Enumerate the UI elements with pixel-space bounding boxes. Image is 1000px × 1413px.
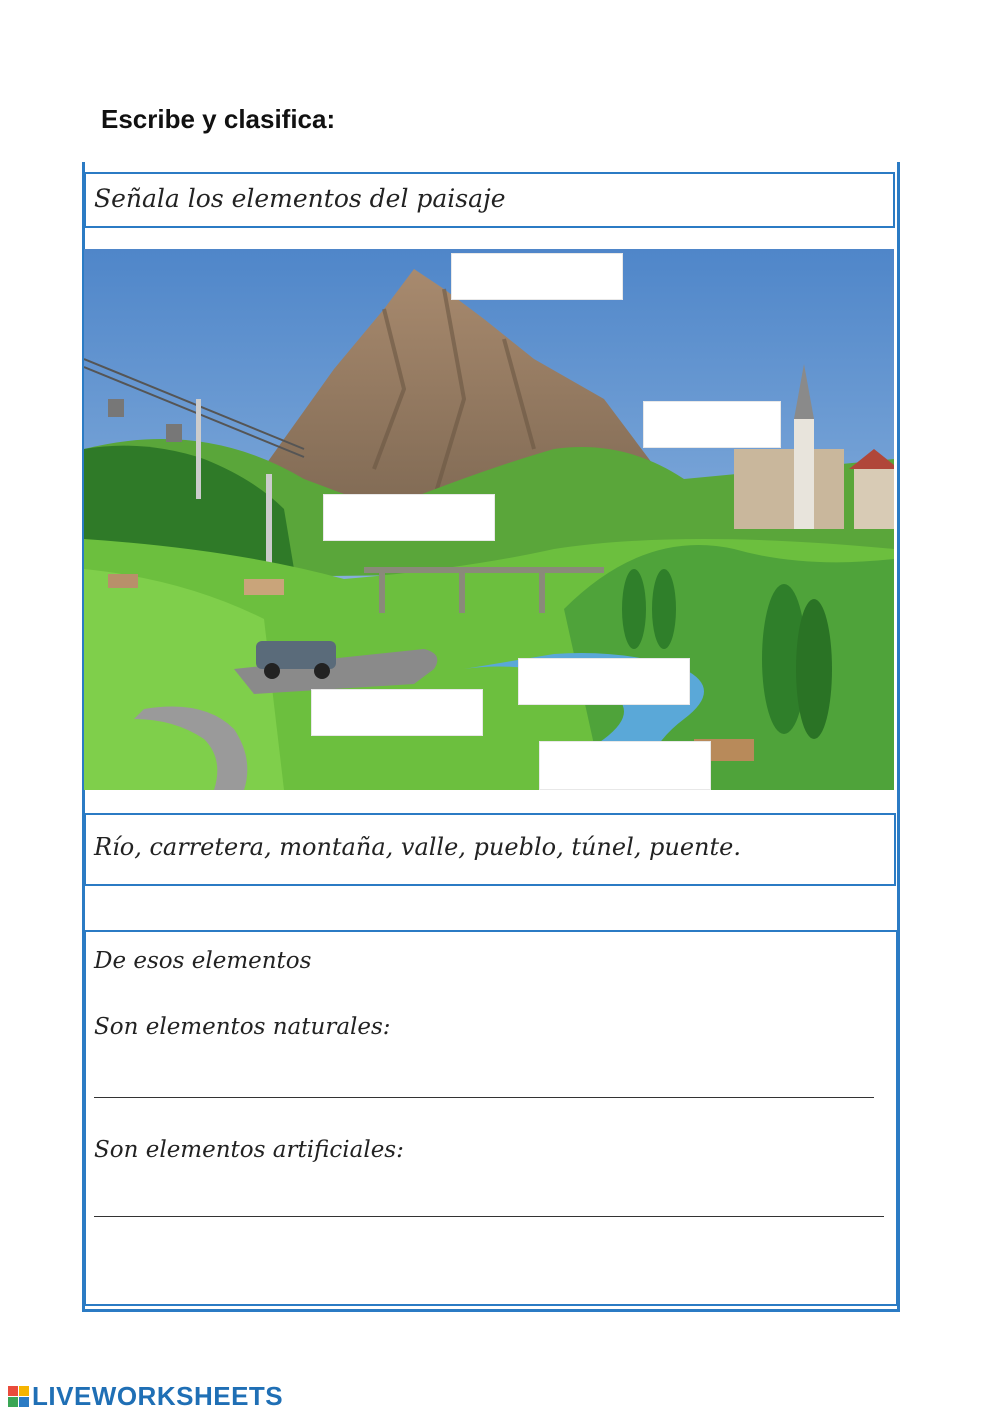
liveworksheets-logo-icon (8, 1386, 30, 1408)
natural-answer-line[interactable] (94, 1097, 874, 1098)
worksheet-title: Escribe y clasifica: (101, 104, 336, 134)
label-blank-3[interactable] (323, 494, 495, 541)
landscape-illustration (84, 249, 894, 790)
label-blank-1[interactable] (451, 253, 623, 300)
label-blank-2[interactable] (643, 401, 781, 448)
word-bank-text: Río, carretera, montaña, valle, pueblo, túnel, puente. (94, 833, 741, 861)
footer-logo (8, 1381, 283, 1412)
label-blank-4[interactable] (518, 658, 690, 705)
classify-intro: De esos elementos (94, 948, 312, 974)
label-blank-6[interactable] (539, 741, 711, 790)
artificial-elements-label: Son elementos artificiales: (94, 1137, 404, 1163)
label-blank-5[interactable] (311, 689, 483, 736)
natural-elements-label: Son elementos naturales: (94, 1014, 391, 1040)
classify-box (84, 930, 898, 1306)
artificial-answer-line[interactable] (94, 1216, 884, 1217)
word-bank-box (84, 813, 896, 886)
instruction-box (84, 172, 895, 228)
footer-brand: LIVEWORKSHEETS (32, 1381, 284, 1411)
instruction-text: Señala los elementos del paisaje (94, 184, 506, 213)
